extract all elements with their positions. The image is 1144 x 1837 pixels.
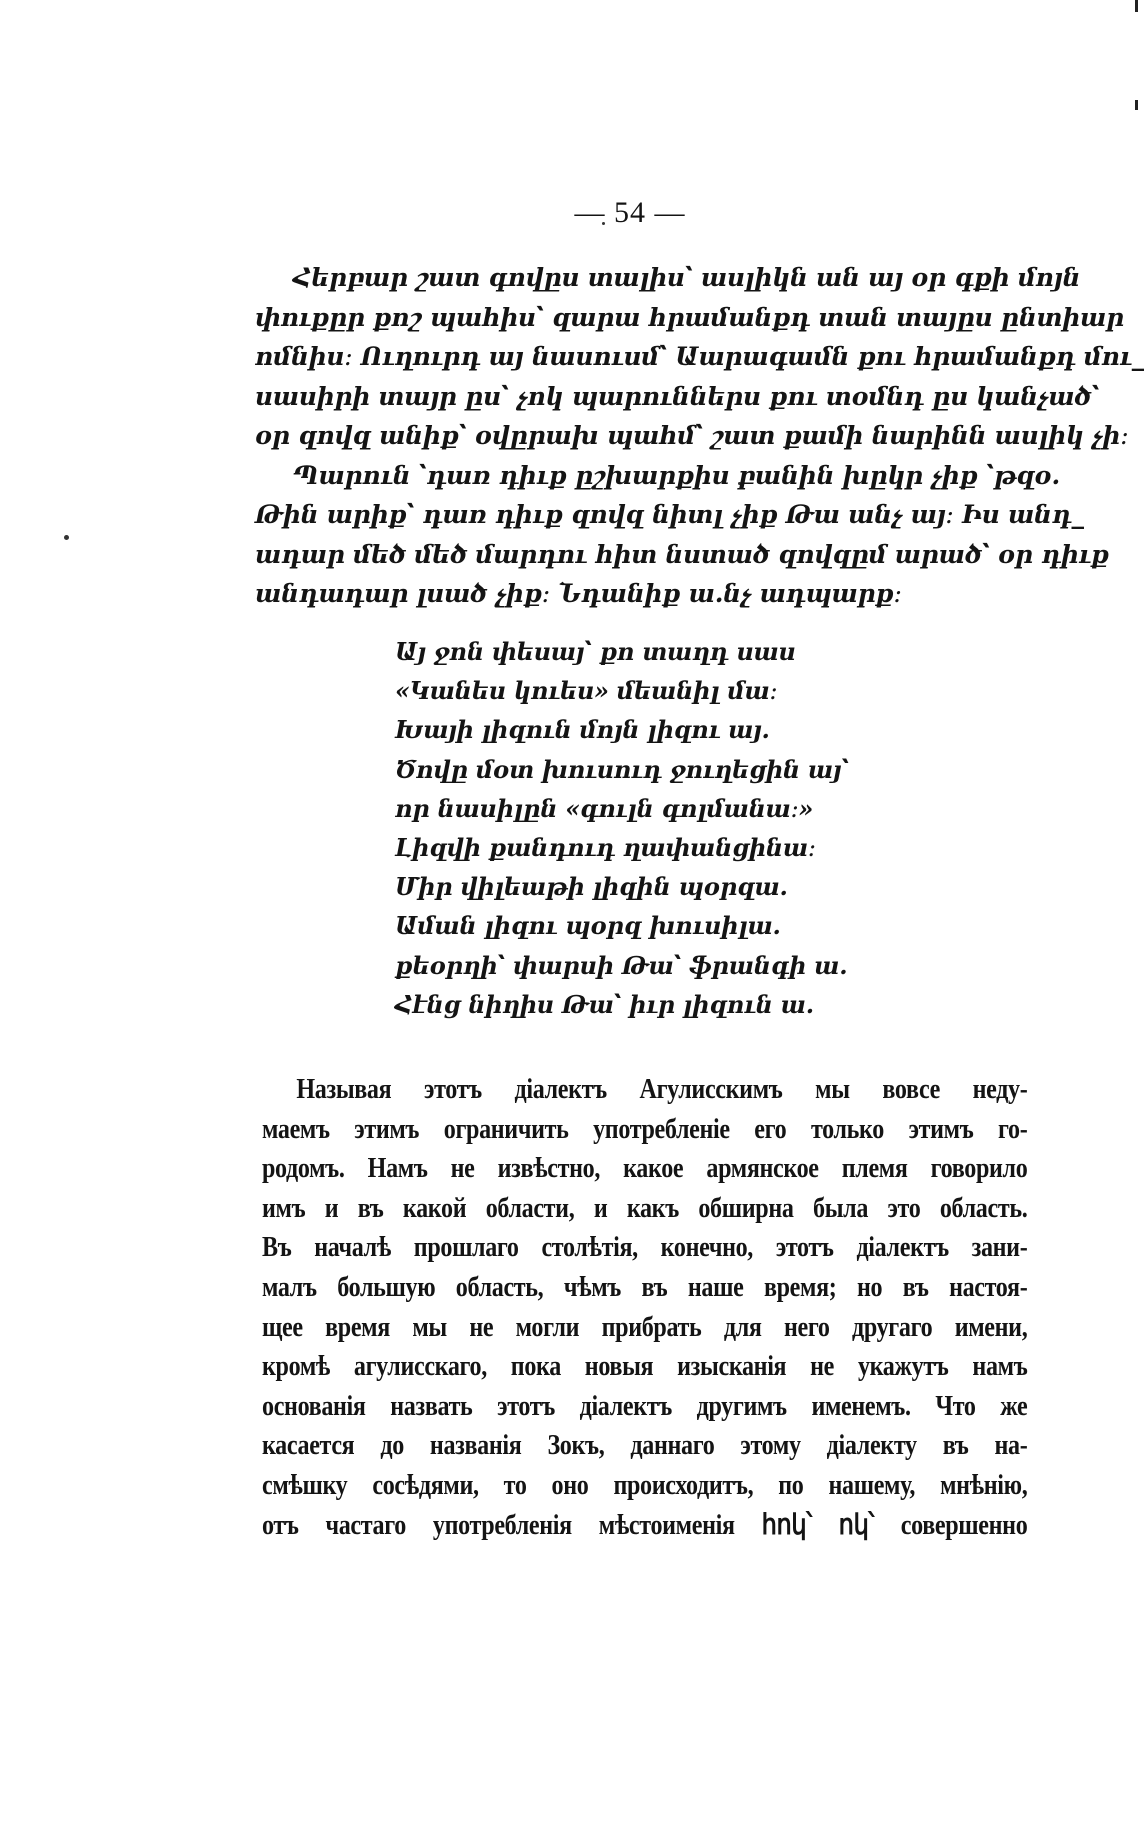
- text-line: Въ началѣ прошлаго столѣтія, конечно, этотъ діалектъ зани-: [262, 1232, 1028, 1264]
- text-line: Թին արիք՝ դառ դիւք զովզ նիտլ չիք Թա անչ այ։ Իս անդ_: [255, 500, 1084, 529]
- text-line: օր զովզ անիք՝ օվըրախ պահմ՝ շատ քամի նարինն ասլիկ չի։: [255, 421, 1129, 450]
- armenian-paragraph: [255, 258, 1144, 614]
- text-line: маемъ этимъ ограничить употребленіе его только этимъ го-: [262, 1113, 1028, 1145]
- poem: [395, 632, 895, 1024]
- text-line: кромѣ агулисскаго, пока новыя изысканія не укажутъ намъ: [262, 1351, 1028, 1383]
- poem-line: որ նասիլըն «գուլն գոլմանա։»: [395, 793, 814, 823]
- text-line: родомъ. Намъ не извѣстно, какое армянское племя говорило: [262, 1153, 1028, 1185]
- poem-line: Միր վիլեաթի լիզին պօրզա.: [395, 872, 788, 902]
- text-line: Պարուն ՝դառ դիւք ըշխարքիս բանին խըկր չիք ՝թզօ.: [293, 460, 1060, 490]
- poem-line: Լիզվի քանդուդ ղափանցինա։: [395, 833, 816, 863]
- page-number: — 54 —: [574, 196, 686, 229]
- text-line: սասիրի տայր ըս՝ չոկ պարուններս քու տօմնդ ըս կանչած՝: [255, 381, 1100, 411]
- text-line: касается до названія Зокъ, даннаго этому діалекту въ на-: [262, 1430, 1028, 1462]
- text-line: փուքըր քոշ պահիս՝ զարա հրամանքդ տան տայըս ընտիար: [255, 302, 1124, 332]
- text-line: ոմնիս։ Ուղուրդ այ նասուսմ՝ Աարագամն քու հրամանքդ մու_: [255, 342, 1144, 371]
- text-line: смѣшку сосѣдями, то оно происходитъ, по нашему, мнѣнію,: [262, 1469, 1028, 1501]
- poem-line: Հէնց նիղիս Թա՝ իւր լիզուն ա.: [395, 989, 814, 1019]
- scan-speck: [64, 535, 69, 540]
- poem-line: Ծովը մօտ խուսուդ ջուղեցին այ՝: [395, 754, 849, 784]
- text-line: малъ большую область, чѣмъ въ наше время; но въ настоя-: [262, 1271, 1028, 1303]
- text-line: имъ и въ какой области, и какъ обширна была это область.: [262, 1192, 1028, 1224]
- scan-edge-mark: [1135, 100, 1138, 110]
- poem-line: «Կանես կուես» մեանիլ մա։: [395, 676, 778, 706]
- poem-line: Աման լիզու պօրզ խուսիլա.: [395, 911, 781, 941]
- poem-line: Այ ջոն փեսայ՝ քո տաղդ սաս: [395, 637, 796, 666]
- poem-line: Խայի լիզուն մոյն լիզու այ.: [395, 715, 770, 745]
- text-line: основанія назвать этотъ діалектъ другимъ именемъ. Что же: [262, 1390, 1028, 1422]
- text-line: отъ частаго употребленія мѣстоименія հոկ՝ ոկ՝ совершенно: [262, 1509, 1028, 1541]
- scan-edge-mark: [1135, 0, 1138, 12]
- text-line: Հերբար շատ գովըս տալիս՝ ասլիկն ան այ օր գքի մոյն: [293, 263, 1081, 292]
- text-line: անդադար լսած չիք։ Նդանիք ա․նչ ադպարք։: [255, 579, 902, 608]
- text-line: Называя этотъ діалектъ Агулисскимъ мы вовсе неду-: [296, 1074, 1028, 1105]
- russian-paragraph: [262, 1070, 1030, 1545]
- poem-line: քեօրղի՝ փարսի Թա՝ ֆրանգի ա.: [395, 950, 848, 980]
- text-line: щее время мы не могли прибрать для него другаго имени,: [262, 1311, 1028, 1343]
- text-line: ադար մեծ մեծ մարդու հիտ նստած զովզըմ արած՝ օր դիւք: [255, 539, 1109, 569]
